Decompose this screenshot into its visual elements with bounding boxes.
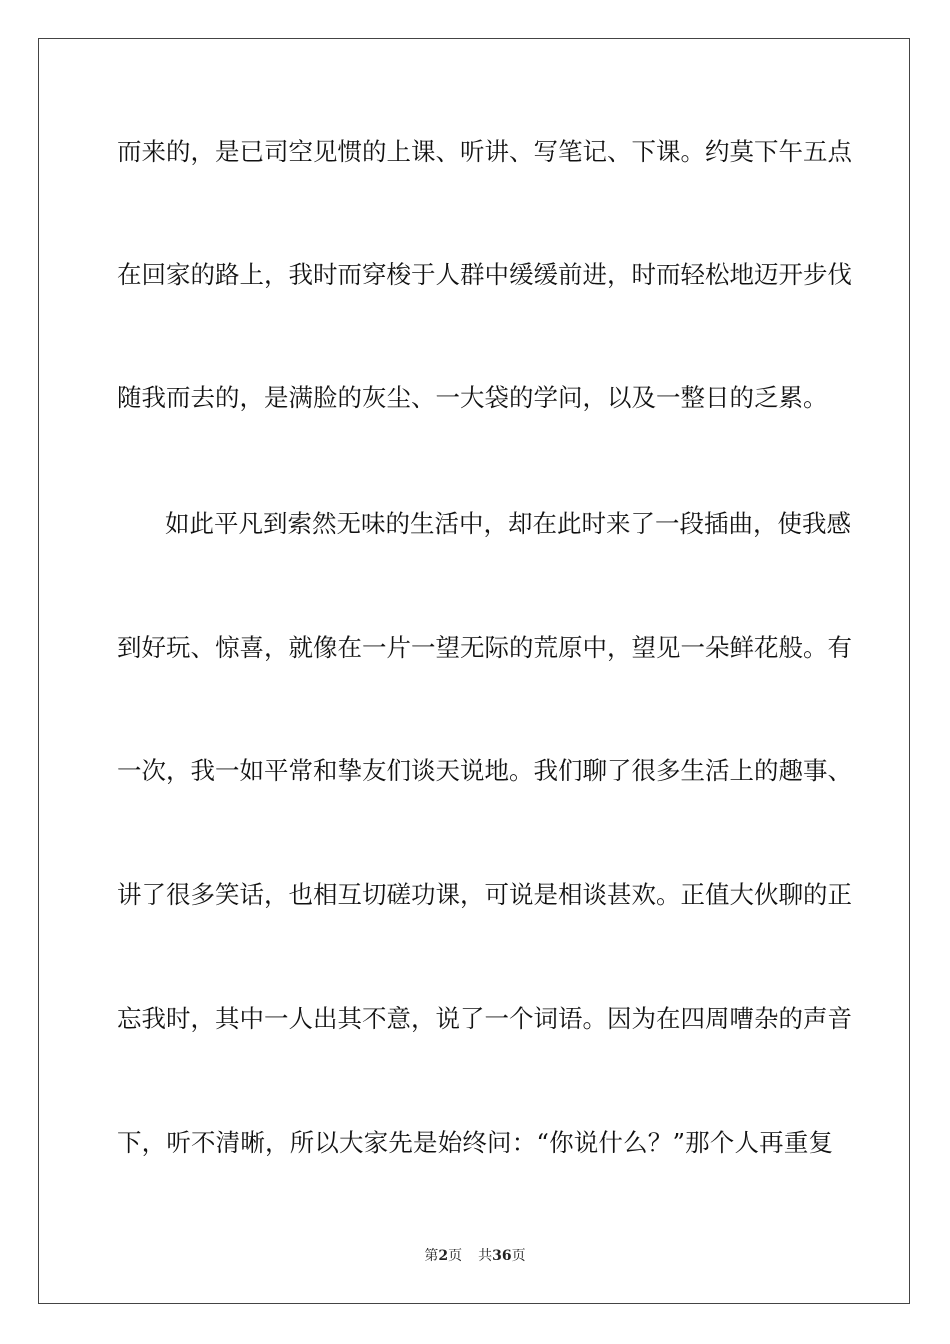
text-line: 而来的，是已司空见惯的上课、听讲、写笔记、下课。约莫下午五点 bbox=[117, 137, 852, 166]
page-number: 2 bbox=[438, 1248, 449, 1264]
page-suffix: 页 bbox=[448, 1248, 463, 1264]
text-line: 下，听不清晰，所以大家先是始终问：“你说什么？”那个人再重复 bbox=[117, 1128, 833, 1157]
page-frame bbox=[38, 38, 910, 1304]
page-footer bbox=[0, 1247, 950, 1265]
text-line: 在回家的路上，我时而穿梭于人群中缓缓前进，时而轻松地迈开步伐 bbox=[117, 260, 852, 289]
page-prefix: 第 bbox=[424, 1248, 439, 1264]
total-prefix: 共 bbox=[478, 1248, 493, 1264]
total-pages: 36 bbox=[492, 1248, 512, 1264]
text-line: 忘我时，其中一人出其不意，说了一个词语。因为在四周嘈杂的声音 bbox=[117, 1004, 852, 1033]
text-line: 一次，我一如平常和挚友们谈天说地。我们聊了很多生活上的趣事、 bbox=[117, 756, 852, 785]
text-line: 随我而去的，是满脸的灰尘、一大袋的学问，以及一整日的乏累。 bbox=[117, 383, 828, 412]
text-line: 讲了很多笑话，也相互切磋功课，可说是相谈甚欢。正值大伙聊的正 bbox=[117, 880, 852, 909]
text-line: 到好玩、惊喜，就像在一片一望无际的荒原中，望见一朵鲜花般。有 bbox=[117, 633, 852, 662]
total-suffix: 页 bbox=[511, 1248, 526, 1264]
paragraph-first-line: 如此平凡到索然无味的生活中，却在此时来了一段插曲，使我感 bbox=[165, 509, 851, 538]
